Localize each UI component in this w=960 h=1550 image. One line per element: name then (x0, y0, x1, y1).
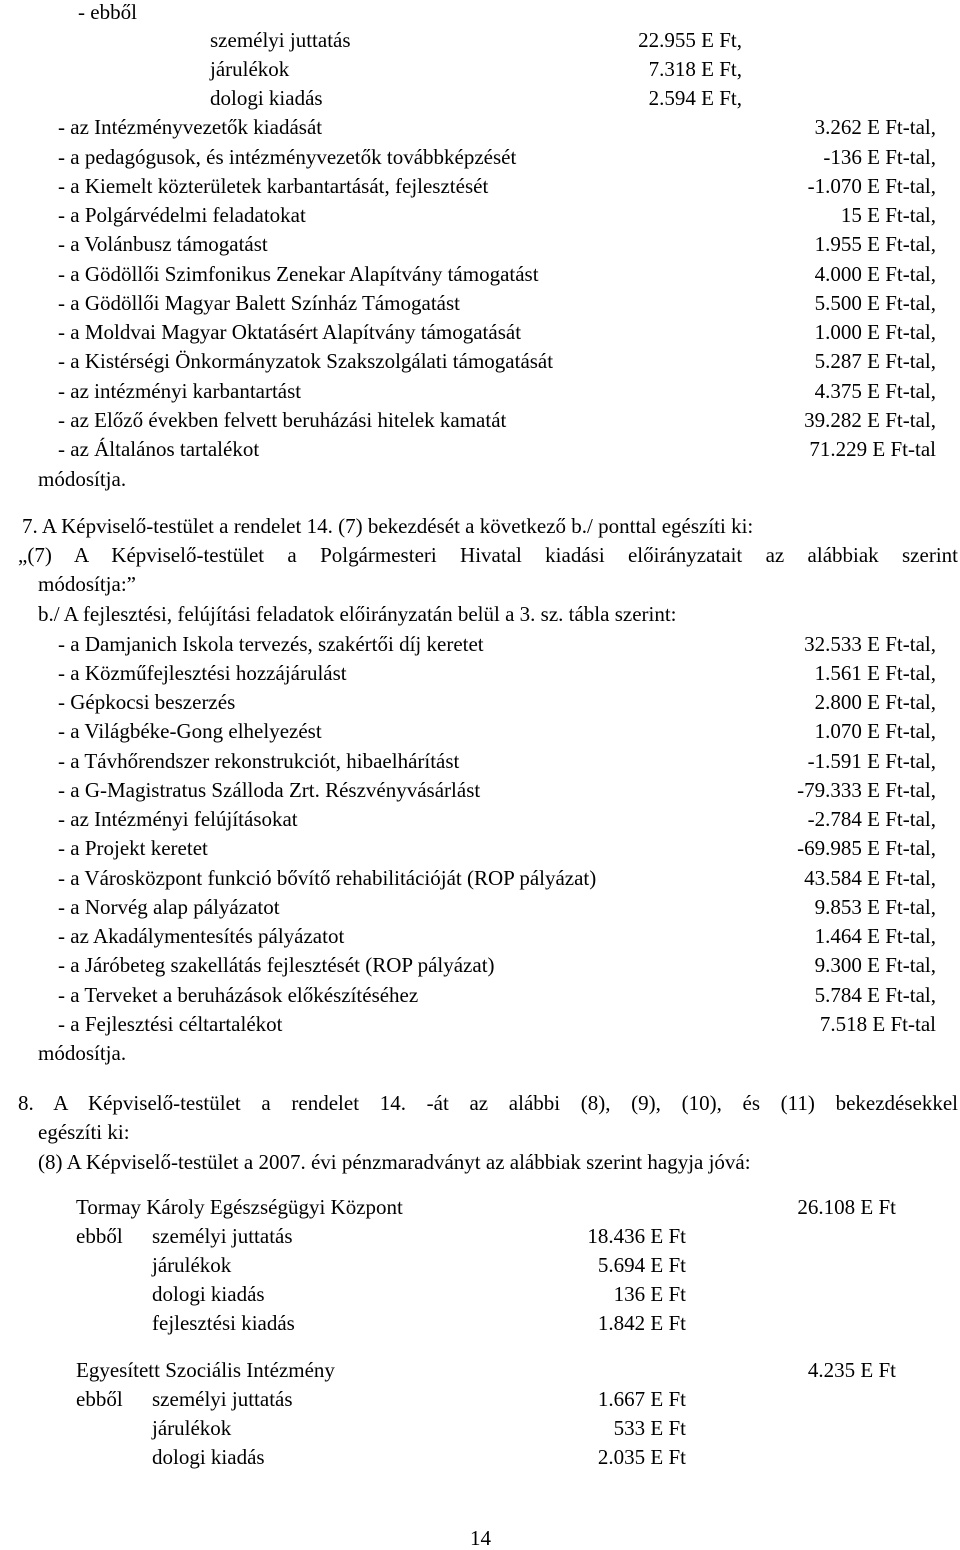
list1-value: 4.375 E Ft-tal, (814, 379, 936, 403)
list2-value: -2.784 E Ft-tal, (807, 807, 936, 831)
list1-value: 1.000 E Ft-tal, (814, 320, 936, 344)
list2-label: - a Közműfejlesztési hozzájárulást (58, 661, 347, 685)
list1-value: -1.070 E Ft-tal, (807, 174, 936, 198)
institution-item-value: 5.694 E Ft (597, 1253, 686, 1277)
list1-value: -136 E Ft-tal, (823, 145, 936, 169)
modositja-text: módosítja. (38, 1041, 127, 1065)
section7-paragraph-cont: módosítja:” (38, 572, 136, 596)
list1-label: - az intézményi karbantartást (58, 379, 302, 403)
list2-value: 5.784 E Ft-tal, (814, 983, 936, 1007)
list2-label: - a Damjanich Iskola tervezés, szakértői díj keretet (58, 632, 484, 656)
institution-item-value: 2.035 E Ft (597, 1445, 686, 1469)
list2-label: - a Városközpont funkció bővítő rehabilitációját (ROP pályázat) (58, 866, 597, 890)
institution-item-label: járulékok (152, 1416, 232, 1440)
list2-value: 9.853 E Ft-tal, (814, 895, 936, 919)
list1-value: 15 E Ft-tal, (840, 203, 936, 227)
list2-label: - az Akadálymentesítés pályázatot (58, 924, 345, 948)
intro-row-label: járulékok (210, 57, 290, 81)
list2-label: - a G-Magistratus Szálloda Zrt. Részvényvásárlást (58, 778, 481, 802)
list2-value: -1.591 E Ft-tal, (807, 749, 936, 773)
institution-name: Tormay Károly Egészségügyi Központ (76, 1195, 403, 1219)
institution-item-value: 18.436 E Ft (587, 1224, 686, 1248)
list2-label: - az Intézményi felújításokat (58, 807, 298, 831)
institution-total: 4.235 E Ft (807, 1358, 896, 1382)
section7-subheading: b./ A fejlesztési, felújítási feladatok előirányzatán belül a 3. sz. tábla szerint: (38, 602, 677, 626)
list2-value: 1.464 E Ft-tal, (814, 924, 936, 948)
list1-label: - a Gödöllői Magyar Balett Színház Támogatást (58, 291, 461, 315)
institution-item-label: dologi kiadás (152, 1445, 265, 1469)
section8-heading-cont: egészíti ki: (38, 1120, 130, 1144)
modositja-text: módosítja. (38, 467, 127, 491)
institution-name: Egyesített Szociális Intézmény (76, 1358, 335, 1382)
list1-label: - a Kiemelt közterületek karbantartását, fejlesztését (58, 174, 489, 198)
institution-item-label: dologi kiadás (152, 1282, 265, 1306)
ebbol-label: ebből (76, 1387, 123, 1411)
ebbol-label: - ebből (78, 0, 137, 24)
list1-value: 5.287 E Ft-tal, (814, 349, 936, 373)
list1-label: - az Előző években felvett beruházási hitelek kamatát (58, 408, 507, 432)
list2-label: - a Fejlesztési céltartalékot (58, 1012, 283, 1036)
section7-paragraph: „(7) A Képviselő-testület a Polgármesteri Hivatal kiadási előirányzatait az alábbiak szerint (18, 543, 958, 567)
list2-value: 7.518 E Ft-tal (819, 1012, 936, 1036)
list2-value: -79.333 E Ft-tal, (797, 778, 936, 802)
institution-item-label: fejlesztési kiadás (152, 1311, 295, 1335)
institution-item-label: személyi juttatás (152, 1387, 293, 1411)
list1-label: - a Kistérségi Önkormányzatok Szakszolgálati támogatását (58, 349, 554, 373)
intro-row-label: dologi kiadás (210, 86, 323, 110)
institution-item-value: 533 E Ft (613, 1416, 686, 1440)
institution-item-value: 1.667 E Ft (597, 1387, 686, 1411)
institution-item-value: 1.842 E Ft (597, 1311, 686, 1335)
list1-value: 3.262 E Ft-tal, (814, 115, 936, 139)
institution-item-label: személyi juttatás (152, 1224, 293, 1248)
ebbol-label: ebből (76, 1224, 123, 1248)
list2-label: - Gépkocsi beszerzés (58, 690, 236, 714)
intro-row-label: személyi juttatás (210, 28, 351, 52)
institution-item-value: 136 E Ft (613, 1282, 686, 1306)
institution-total: 26.108 E Ft (797, 1195, 896, 1219)
list2-value: 43.584 E Ft-tal, (804, 866, 936, 890)
list1-value: 4.000 E Ft-tal, (814, 262, 936, 286)
intro-row-value: 2.594 E Ft, (648, 86, 742, 110)
list2-label: - a Terveket a beruházások előkészítéséhez (58, 983, 419, 1007)
section7-heading: 7. A Képviselő-testület a rendelet 14. (7) bekezdését a következő b./ ponttal egészíti ki: (22, 514, 754, 538)
list2-value: 32.533 E Ft-tal, (804, 632, 936, 656)
list2-label: - a Távhőrendszer rekonstrukciót, hibaelhárítást (58, 749, 460, 773)
list1-label: - a pedagógusok, és intézményvezetők továbbképzését (58, 145, 517, 169)
page-number: 14 (470, 1526, 491, 1550)
intro-row-value: 22.955 E Ft, (638, 28, 742, 52)
list1-label: - az Általános tartalékot (58, 437, 260, 461)
list2-label: - a Norvég alap pályázatot (58, 895, 280, 919)
list1-label: - a Volánbusz támogatást (58, 232, 268, 256)
list1-value: 1.955 E Ft-tal, (814, 232, 936, 256)
section8-paragraph: (8) A Képviselő-testület a 2007. évi pénzmaradványt az alábbiak szerint hagyja jóvá: (38, 1150, 751, 1174)
section8-heading: 8. A Képviselő-testület a rendelet 14. -át az alábbi (8), (9), (10), és (11) bekezdésekkel (18, 1091, 958, 1115)
intro-row-value: 7.318 E Ft, (648, 57, 742, 81)
list1-value: 5.500 E Ft-tal, (814, 291, 936, 315)
list2-label: - a Világbéke-Gong elhelyezést (58, 719, 322, 743)
list2-value: 9.300 E Ft-tal, (814, 953, 936, 977)
list1-label: - az Intézményvezetők kiadását (58, 115, 323, 139)
list1-label: - a Polgárvédelmi feladatokat (58, 203, 306, 227)
list2-value: 1.561 E Ft-tal, (814, 661, 936, 685)
institution-item-label: járulékok (152, 1253, 232, 1277)
list2-label: - a Járóbeteg szakellátás fejlesztését (ROP pályázat) (58, 953, 495, 977)
list2-label: - a Projekt keretet (58, 836, 208, 860)
list1-value: 71.229 E Ft-tal (809, 437, 936, 461)
list2-value: -69.985 E Ft-tal, (797, 836, 936, 860)
list1-value: 39.282 E Ft-tal, (804, 408, 936, 432)
list1-label: - a Moldvai Magyar Oktatásért Alapítvány támogatását (58, 320, 522, 344)
list2-value: 2.800 E Ft-tal, (814, 690, 936, 714)
list2-value: 1.070 E Ft-tal, (814, 719, 936, 743)
list1-label: - a Gödöllői Szimfonikus Zenekar Alapítvány támogatást (58, 262, 539, 286)
